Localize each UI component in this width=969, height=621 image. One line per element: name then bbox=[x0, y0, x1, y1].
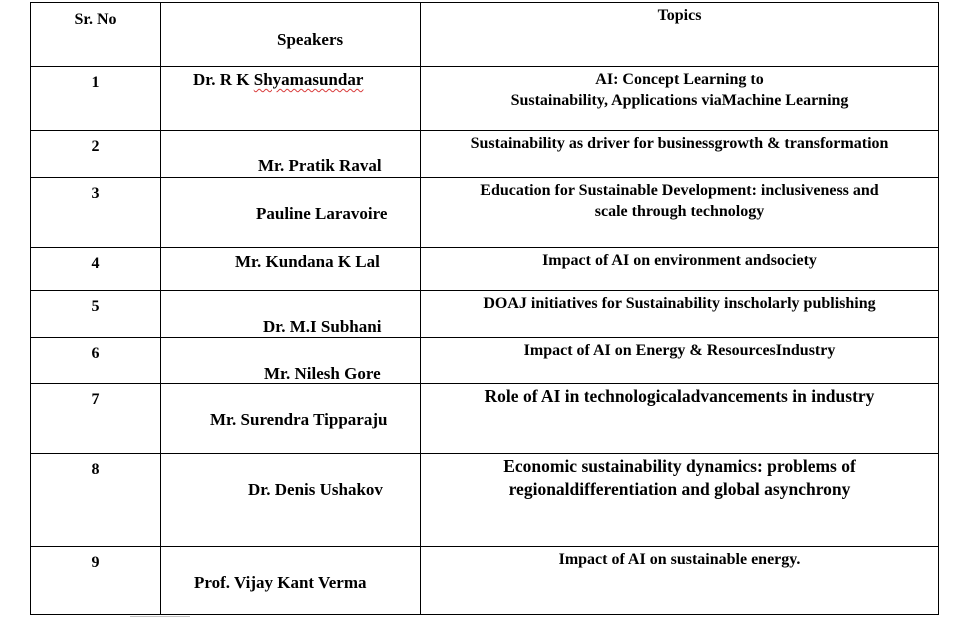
row-number: 9 bbox=[91, 554, 100, 571]
row-number: 4 bbox=[91, 255, 100, 272]
speaker-name: Dr. R K Shyamasundar bbox=[193, 70, 364, 89]
table-header-row bbox=[31, 3, 939, 67]
topic-text: Role of AI in technologicaladvancements in industry bbox=[484, 386, 875, 406]
table-row bbox=[31, 178, 939, 248]
table-row bbox=[31, 131, 939, 178]
topic-text: Impact of AI on environment andsociety bbox=[542, 252, 817, 269]
header-speakers: Speakers bbox=[161, 3, 421, 67]
table-row bbox=[31, 291, 939, 338]
header-sr-no: Sr. No bbox=[31, 3, 161, 67]
speaker-name: Mr. Pratik Raval bbox=[258, 156, 382, 175]
row-number: 1 bbox=[91, 74, 100, 91]
row-number: 7 bbox=[91, 391, 100, 408]
topic-text: Education for Sustainable Development: inclusiveness and scale through technology bbox=[480, 182, 879, 220]
topic-text: Sustainability as driver for businessgrowth & transformation bbox=[470, 135, 889, 152]
topic-text: Impact of AI on sustainable energy. bbox=[558, 551, 801, 568]
row-number: 2 bbox=[91, 138, 100, 155]
speaker-name: Mr. Kundana K Lal bbox=[235, 252, 380, 271]
row-number: 8 bbox=[91, 461, 100, 478]
speaker-name: Mr. Surendra Tipparaju bbox=[210, 410, 388, 429]
table-row bbox=[31, 454, 939, 547]
page-bottom-mark bbox=[130, 616, 190, 621]
speaker-name: Dr. Denis Ushakov bbox=[248, 480, 383, 499]
topic-text: Impact of AI on Energy & ResourcesIndustry bbox=[523, 342, 836, 359]
spellcheck-flagged-word[interactable]: Shyamasundar bbox=[253, 70, 364, 89]
table-row bbox=[31, 67, 939, 131]
speaker-name: Dr. M.I Subhani bbox=[263, 317, 382, 336]
table-row bbox=[31, 248, 939, 291]
table-row bbox=[31, 384, 939, 454]
table-row bbox=[31, 547, 939, 615]
speaker-name: Mr. Nilesh Gore bbox=[264, 364, 381, 383]
header-topics: Topics bbox=[421, 3, 939, 67]
speaker-name: Prof. Vijay Kant Verma bbox=[194, 573, 367, 592]
topic-text: Economic sustainability dynamics: problems of regionaldifferentiation and global asynchrony bbox=[503, 456, 856, 499]
row-number: 5 bbox=[91, 298, 100, 315]
topic-text: DOAJ initiatives for Sustainability inscholarly publishing bbox=[483, 295, 876, 312]
row-number: 6 bbox=[91, 345, 100, 362]
topic-text: AI: Concept Learning to Sustainability, Applications viaMachine Learning bbox=[510, 71, 849, 109]
speakers-table bbox=[30, 2, 939, 615]
row-number: 3 bbox=[91, 185, 100, 202]
speaker-name: Pauline Laravoire bbox=[256, 204, 388, 223]
table-row bbox=[31, 338, 939, 384]
